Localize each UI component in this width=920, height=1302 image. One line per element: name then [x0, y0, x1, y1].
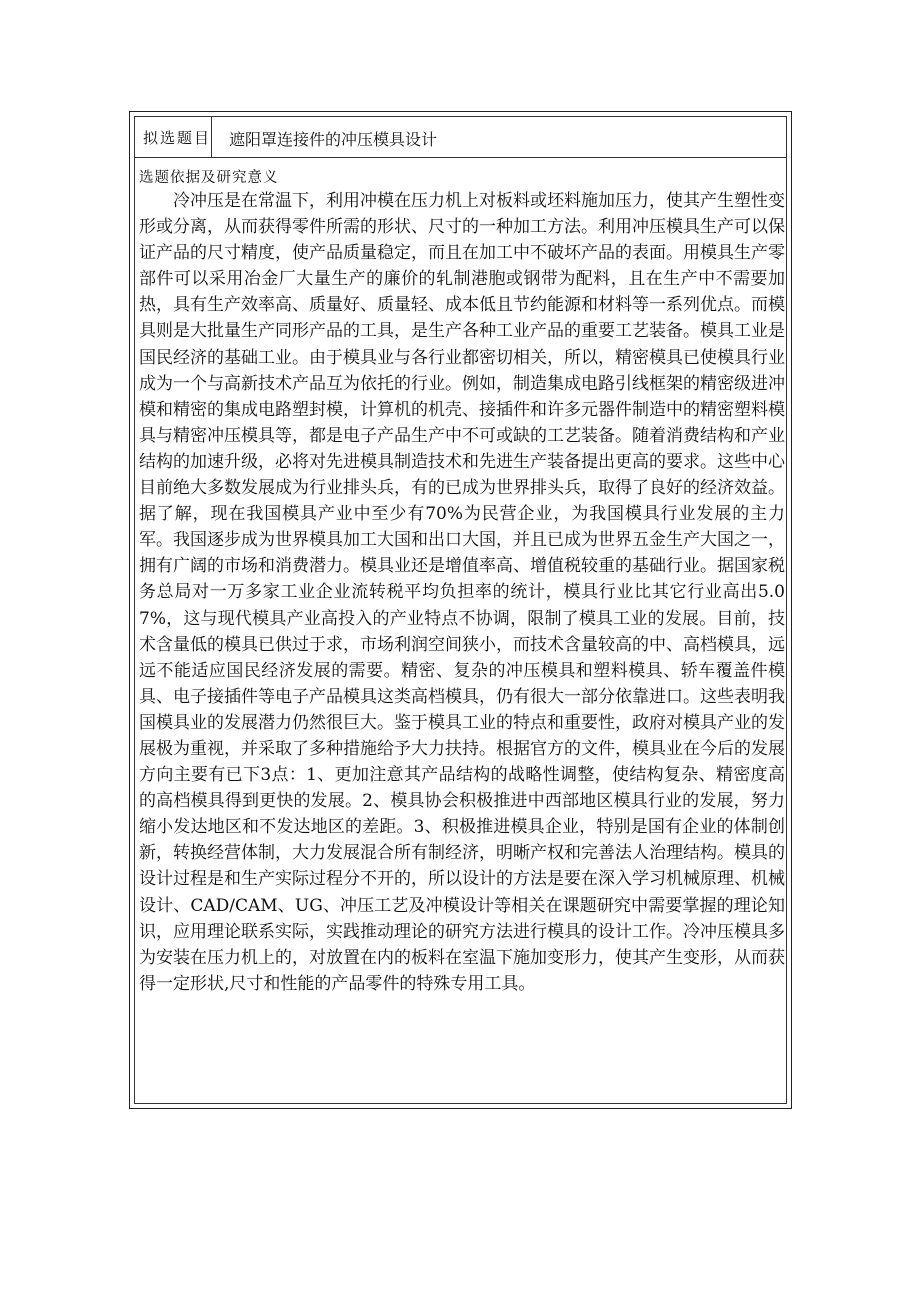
proposal-form [129, 111, 792, 1109]
section-title: 选题依据及研究意义 [139, 170, 279, 186]
form-inner-border [134, 116, 787, 1104]
topic-row [135, 117, 786, 158]
topic-label-cell [135, 117, 212, 157]
body-paragraph: 冷冲压是在常温下，利用冲模在压力机上对板料或坯料施加压力，使其产生塑性变形或分离，从而获得零件所需的形状、尺寸的一种加工方法。利用冲压模具生产可以保证产品的尺寸精度，使产品质量稳定，而且在加工中不破坏产品的表面。用模具生产零部件可以采用冶金厂大量生产的廉价的轧制港胞或钢带为配料，且在生产中不需要加热，具有生产效率高、质量好、质量轻、成本低且节约能源和材料等一系列优点。而模具则是大批量生产同形产品的工具，是生产各种工业产品的重要工艺装备。模具工业是国民经济的基础工业。由于模具业与各行业都密切相关，所以，精密模具已使模具行业成为一个与高新技术产品互为依托的行业。例如，制造集成电路引线框架的精密级进冲模和精密的集成电路塑封模，计算机的机壳、接插件和许多元器件制造中的精密塑料模具与精密冲压模具等，都是电子产品生产中不可或缺的工艺装备。随着消费结构和产业结构的加速升级，必将对先进模具制造技术和先进生产装备提出更高的要求。这些中心目前绝大多数发展成为行业排头兵，有的已成为世界排头兵，取得了良好的经济效益。据了解，现在我国模具产业中至少有70%为民营企业，为我国模具行业发展的主力军。我国逐步成为世界模具加工大国和出口大国，并且已成为世界五金生产大国之一，拥有广阔的市场和消费潜力。模具业还是增值率高、增值税较重的基础行业。据国家税务总局对一万多家工业企业流转税平均负担率的统计，模具行业比其它行业高出5.07%，这与现代模具产业高投入的产业特点不协调，限制了模具工业的发展。目前，技术含量低的模具已供过于求，市场利润空间狭小，而技术含量较高的中、高档模具，远远不能适应国民经济发展的需要。精密、复杂的冲压模具和塑料模具、轿车覆盖件模具、电子接插件等电子产品模具这类高档模具，仍有很大一部分依靠进口。这些表明我国模具业的发展潜力仍然很巨大。鉴于模具工业的特点和重要性，政府对模具产业的发展极为重视，并采取了多种措施给予大力扶持。根据官方的文件，模具业在今后的发展方向主要有已下3点：1、更加注意其产品结构的战略性调整，使结构复杂、精密度高的高档模具得到更快的发展。2、模具协会积极推进中西部地区模具行业的发展，努力缩小发达地区和不发达地区的差距。3、积极推进模具企业，特别是国有企业的体制创新，转换经营体制，大力发展混合所有制经济，明晰产权和完善法人治理结构。模具的设计过程是和生产实际过程分不开的，所以设计的方法是要在深入学习机械原理、机械设计、CAD/CAM、UG、冲压工艺及冲模设计等相关在课题研究中需要掌握的理论知识，应用理论联系实际，实践推动理论的研究方法进行模具的设计工作。冷冲压模具多为安装在压力机上的，对放置在内的板料在室温下施加变形力，使其产生变形，从而获得一定形状,尺寸和性能的产品零件的特殊专用工具。 [139, 191, 785, 994]
topic-label: 拟选题目 [143, 129, 212, 147]
topic-title: 遮阳罩连接件的冲压模具设计 [229, 130, 438, 149]
